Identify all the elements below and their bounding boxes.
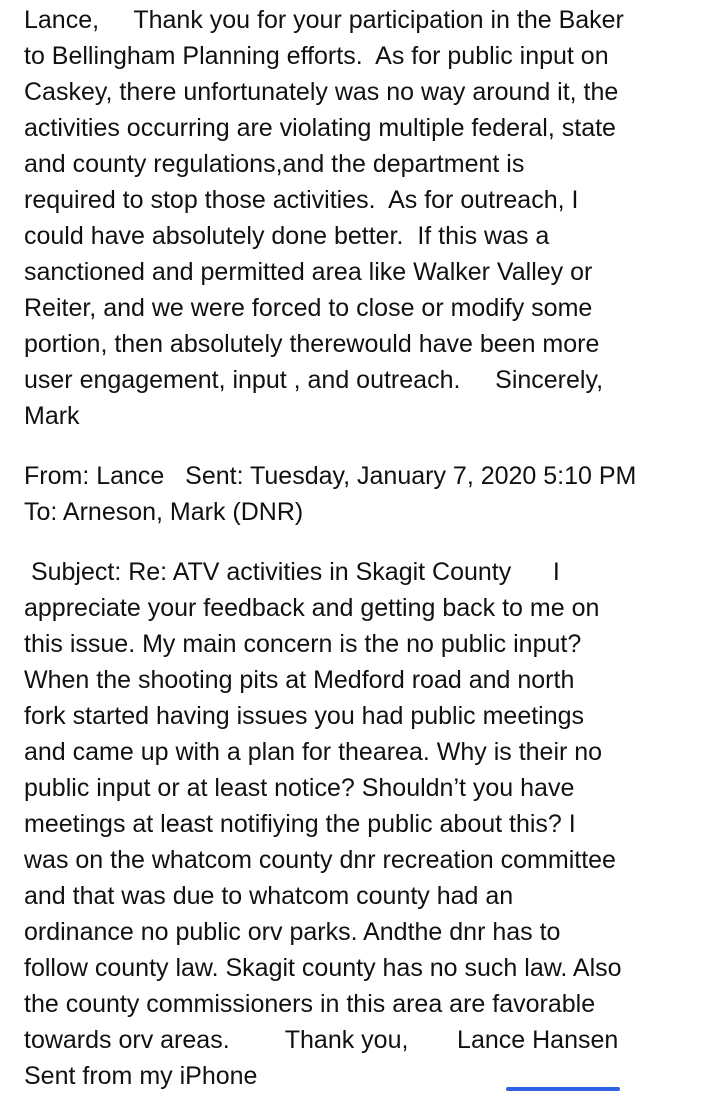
reply-line: user engagement, input , and outreach. Sincerely, [24, 366, 604, 394]
reply-line: could have absolutely done better. If this was a [24, 222, 550, 250]
reply-line: Reiter, and we were forced to close or modify some [24, 294, 593, 322]
scroll-indicator[interactable] [506, 1087, 620, 1091]
original-line: fork started having issues you had public meetings [24, 702, 585, 730]
subject-line: Subject: Re: ATV activities in Skagit County I [24, 558, 560, 586]
reply-line: portion, then absolutely therewould have been more [24, 330, 600, 358]
reply-line: and county regulations,and the department is [24, 150, 525, 178]
original-line: was on the whatcom county dnr recreation committee [24, 846, 616, 874]
original-line: follow county law. Skagit county has no such law. Also [24, 954, 622, 982]
reply-line: sanctioned and permitted area like Walker Valley or [24, 258, 593, 286]
original-line: and came up with a plan for thearea. Why is their no [24, 738, 603, 766]
from-line: From: Lance Sent: Tuesday, January 7, 2020 5:10 PM [24, 462, 637, 490]
original-line: this issue. My main concern is the no public input? [24, 630, 582, 658]
original-line: the county commissioners in this area are favorable [24, 990, 596, 1018]
original-line: and that was due to whatcom county had an [24, 882, 514, 910]
original-line: appreciate your feedback and getting back to me on [24, 594, 600, 622]
reply-line: Caskey, there unfortunately was no way around it, the [24, 78, 619, 106]
original-line: ordinance no public orv parks. Andthe dnr has to [24, 918, 561, 946]
reply-line: to Bellingham Planning efforts. As for public input on [24, 42, 609, 70]
reply-line: activities occurring are violating multiple federal, state [24, 114, 616, 142]
original-line: meetings at least notifiying the public about this? I [24, 810, 576, 838]
original-line: When the shooting pits at Medford road and north [24, 666, 575, 694]
sent-from-footer: Sent from my iPhone [24, 1062, 258, 1090]
original-line: public input or at least notice? Shouldn’t you have [24, 774, 575, 802]
reply-line: required to stop those activities. As for outreach, I [24, 186, 579, 214]
original-signature: towards orv areas. Thank you, Lance Hansen [24, 1026, 619, 1054]
reply-signature: Mark [24, 402, 80, 430]
to-line: To: Arneson, Mark (DNR) [24, 498, 304, 526]
reply-line: Lance, Thank you for your participation in the Baker [24, 6, 624, 34]
